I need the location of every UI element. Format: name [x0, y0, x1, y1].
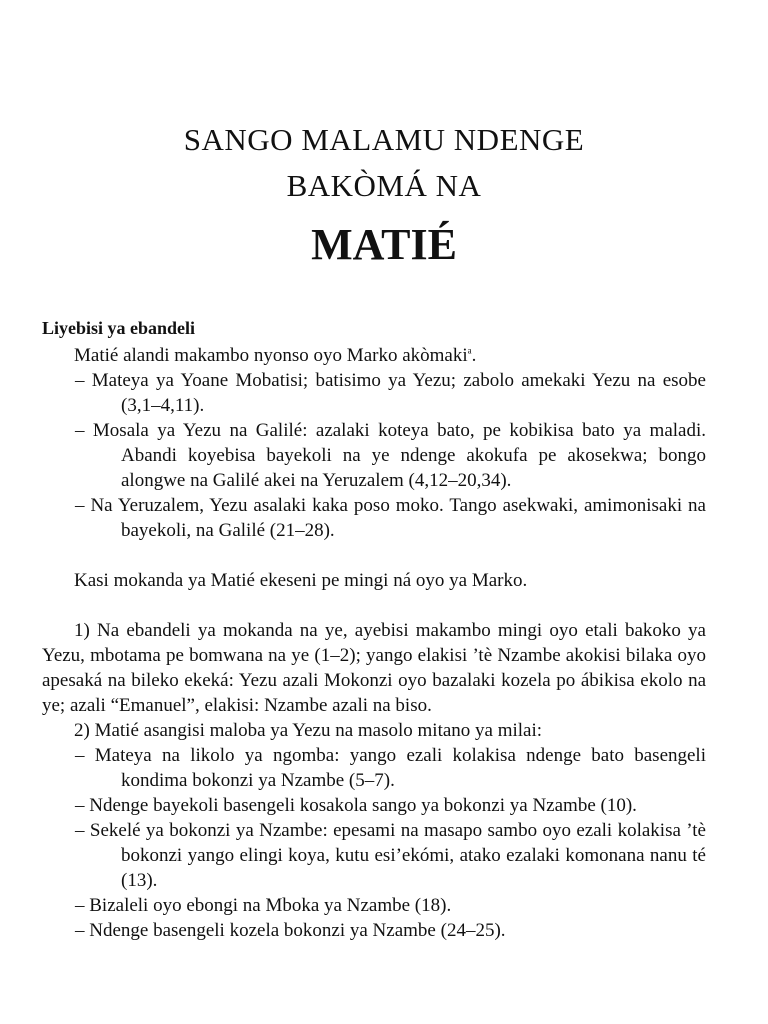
title-block — [0, 117, 768, 273]
title-line-1: SANGO MALAMU NDENGE — [183, 122, 585, 157]
section-heading: Liyebisi ya ebandeli — [42, 318, 196, 338]
intro-paragraph — [42, 343, 706, 368]
footnote-marker: a — [467, 345, 472, 356]
discourse-item: – Bizaleli oyo ebongi na Mboka ya Nzambe (18). — [75, 895, 452, 916]
discourse-item: – Ndenge basengeli kozela bokonzi ya Nzambe (24–25). — [75, 920, 506, 941]
point-1-paragraph: 1) Na ebandeli ya mokanda na ye, ayebisi makambo mingi oyo etali bakoko ya Yezu, mbotama pe bomwana na ye (1–2); yango elakisi ’tè Nzambe akokisi bilaka oyo apesaká na bileko ekeká: Yezu azali Mokonzi oyo bazalaki kozela po ábikisa ekolo na ye; azali “Emanuel”, elakisi: Nzambe azali na biso. — [42, 620, 706, 716]
spacer — [42, 593, 706, 618]
body-text — [42, 316, 706, 943]
discourse-item: – Ndenge bayekoli basengeli kosakola sango ya bokonzi ya Nzambe (10). — [75, 795, 637, 816]
outline-item: – Na Yeruzalem, Yezu asalaki kaka poso moko. Tango asekwaki, amimonisaki na bayekoli, na Galilé (21–28). — [75, 495, 706, 541]
title-line-2: BAKÒMÁ NA — [286, 168, 482, 203]
discourse-item: – Mateya na likolo ya ngomba: yango ezali kolakisa ndenge bato basengeli kondima bokonzi ya Nzambe (5–7). — [75, 745, 706, 791]
outline-item: – Mateya ya Yoane Mobatisi; batisimo ya Yezu; zabolo amekaki Yezu na esobe (3,1–4,11). — [75, 370, 706, 416]
point-2-paragraph: 2) Matié asangisi maloba ya Yezu na masolo mitano ya milai: — [74, 720, 543, 741]
intro-end: . — [471, 345, 477, 366]
intro-text: Matié alandi makambo nyonso oyo Marko akòmaki — [74, 345, 468, 366]
spacer — [42, 543, 706, 568]
outline-item: – Mosala ya Yezu na Galilé: azalaki koteya bato, pe kobikisa bato ya maladi. Abandi koyebisa bayekoli na ye ndenge akokufa pe akosekwa; bongo alongwe na Galilé akei na Yeruzalem (4,12–20,34). — [75, 420, 706, 491]
book-title: MATIÉ — [311, 220, 457, 269]
discourse-item: – Sekelé ya bokonzi ya Nzambe: epesami na masapo sambo oyo ezali kolakisa ’tè bokonzi yango elingi koya, kutu esi’ekómi, atako ezalaki komonana nanu té (13). — [75, 820, 706, 891]
comparison-paragraph: Kasi mokanda ya Matié ekeseni pe mingi ná oyo ya Marko. — [74, 570, 528, 591]
